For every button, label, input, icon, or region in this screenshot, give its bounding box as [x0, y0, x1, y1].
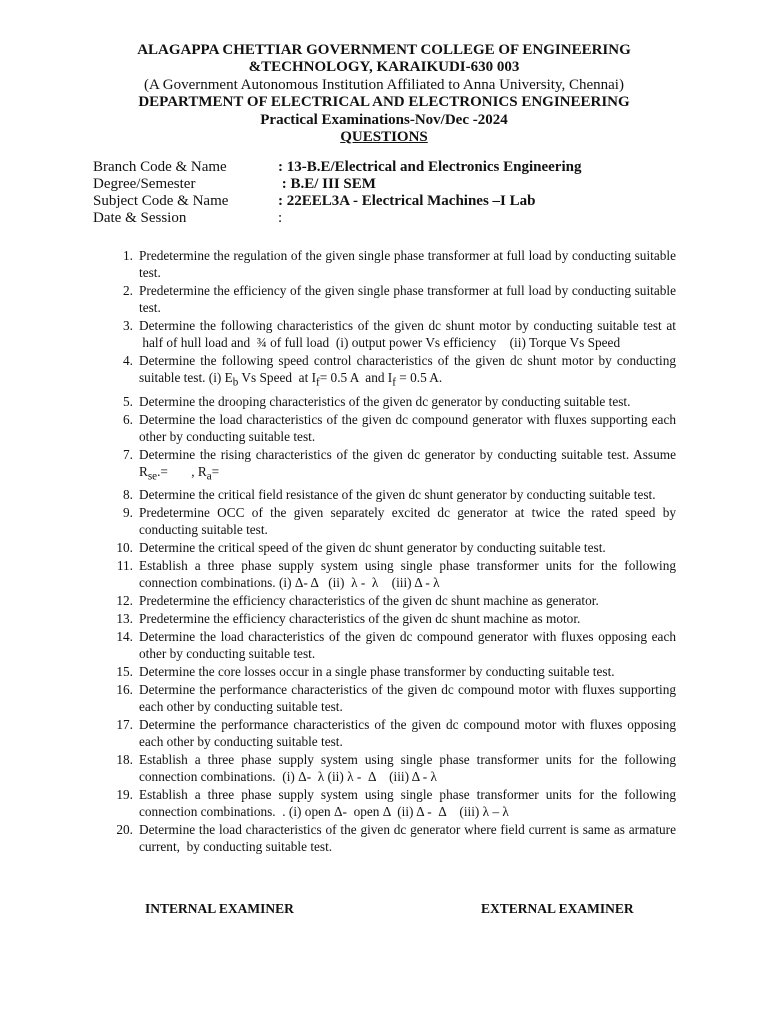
question-number: 13.	[116, 611, 133, 627]
meta-value: : 13-B.E/Electrical and Electronics Engineering	[278, 159, 582, 175]
question-item	[108, 393, 676, 410]
meta-value: : B.E/ III SEM	[278, 176, 376, 192]
meta-row-date	[93, 210, 581, 227]
meta-row-subject	[93, 193, 581, 210]
meta-label: Branch Code & Name	[93, 159, 227, 175]
question-item	[108, 247, 676, 281]
department-name: DEPARTMENT OF ELECTRICAL AND ELECTRONICS ENGINEERING	[138, 94, 630, 111]
meta-value: : 22EEL3A - Electrical Machines –I Lab	[278, 193, 536, 209]
question-number: 12.	[116, 593, 133, 609]
question-item	[108, 751, 676, 785]
question-text: Determine the rising characteristics of the given dc generator by conducting suitable test. Assume $R_{se}.=$ , $R_a=$	[139, 446, 676, 483]
question-number: 9.	[123, 505, 133, 521]
question-item	[108, 610, 676, 627]
question-text: Predetermine the efficiency characteristics of the given dc shunt machine as generator.	[139, 593, 599, 609]
question-text: Determine the core losses occur in a single phase transformer by conducting suitable test.	[139, 664, 615, 680]
question-text: Determine the following speed control characteristics of the given dc shunt motor by conducting suitable test. (i) $E_b$ Vs Speed at $I_f= 0.5$ A and $I_f = 0.5$ A.	[139, 353, 676, 389]
question-text: Determine the drooping characteristics of the given dc generator by conducting suitable test.	[139, 393, 631, 409]
question-number: 20.	[116, 822, 133, 838]
college-name-line1: ALAGAPPA CHETTIAR GOVERNMENT COLLEGE OF ENGINEERING	[137, 42, 631, 58]
question-text: Determine the load characteristics of the given dc generator where field current is same as armature current, by conducting suitable test.	[139, 822, 676, 855]
question-number: 16.	[116, 682, 133, 698]
question-number: 1.	[123, 248, 133, 263]
question-text: Establish a three phase supply system using single phase transformer units for the following connection combinations. (i) Δ- λ (ii) λ - Δ (iii) Δ - λ	[139, 752, 676, 785]
exam-title: Practical Examinations-Nov/Dec -2024	[260, 111, 508, 128]
question-number: 15.	[116, 664, 133, 680]
meta-label: Date & Session	[93, 210, 187, 226]
question-item	[108, 352, 676, 392]
meta-label: Subject Code & Name	[93, 193, 229, 209]
question-text: Predetermine the regulation of the given single phase transformer at full load by conducting suitable test.	[139, 248, 676, 280]
question-item	[108, 486, 676, 503]
meta-label: Degree/Semester	[93, 176, 196, 192]
question-item	[108, 663, 676, 680]
question-number: 8.	[123, 487, 133, 503]
question-number: 5.	[123, 393, 133, 409]
meta-row-degree	[93, 176, 581, 193]
question-item	[108, 446, 676, 486]
question-item	[108, 411, 676, 445]
external-examiner-label: EXTERNAL EXAMINER	[481, 901, 634, 916]
question-item	[108, 539, 676, 556]
question-number: 7.	[123, 446, 133, 462]
question-item	[108, 317, 676, 351]
question-text: Determine the following characteristics of the given dc shunt motor by conducting suitable test at half of hull load and ¾ of full load (i) output power Vs efficiency (ii) Torque Vs Speed	[139, 318, 676, 350]
question-text: Determine the performance characteristics of the given dc compound motor with fluxes opposing each other by conducting suitable test.	[139, 717, 676, 750]
question-item	[108, 557, 676, 591]
question-text: Predetermine OCC of the given separately excited dc generator at twice the rated speed by conducting suitable test.	[139, 505, 676, 538]
question-text: Determine the critical speed of the given dc shunt generator by conducting suitable test.	[139, 540, 606, 556]
college-name-line2: &TECHNOLOGY, KARAIKUDI-630 003	[248, 59, 520, 76]
question-text: Predetermine the efficiency characteristics of the given dc shunt machine as motor.	[139, 611, 581, 627]
question-item	[108, 628, 676, 662]
question-item	[108, 592, 676, 609]
document-header	[60, 42, 708, 146]
questions-heading: QUESTIONS	[340, 129, 428, 146]
meta-value: :	[278, 210, 283, 226]
question-text: Determine the load characteristics of the given dc compound generator with fluxes opposing each other by conducting suitable test.	[139, 629, 676, 662]
question-number: 2.	[123, 283, 133, 298]
affiliation-line: (A Government Autonomous Institution Affiliated to Anna University, Chennai)	[144, 76, 624, 93]
question-item	[108, 786, 676, 820]
internal-examiner-label: INTERNAL EXAMINER	[145, 901, 294, 916]
question-item	[108, 504, 676, 538]
meta-row-branch	[93, 159, 581, 176]
exam-details	[93, 159, 581, 227]
question-number: 19.	[116, 787, 133, 803]
question-number: 4.	[123, 353, 133, 368]
question-item	[108, 716, 676, 750]
question-number: 3.	[123, 318, 133, 333]
question-number: 18.	[116, 752, 133, 768]
question-text: Establish a three phase supply system using single phase transformer units for the following connection combinations. . (i) open Δ- open Δ (ii) Δ - Δ (iii) λ – λ	[139, 787, 676, 820]
question-number: 11.	[116, 558, 133, 574]
question-text: Establish a three phase supply system using single phase transformer units for the following connection combinations. (i) Δ- Δ (ii) λ - λ (iii) Δ - λ	[139, 558, 676, 591]
question-number: 6.	[123, 411, 133, 427]
question-number: 17.	[116, 717, 133, 733]
questions-list	[108, 247, 676, 856]
question-text: Determine the load characteristics of the given dc compound generator with fluxes supporting each other by conducting suitable test.	[139, 411, 676, 444]
question-item	[108, 681, 676, 715]
question-text: Determine the performance characteristics of the given dc compound motor with fluxes supporting each other by conducting suitable test.	[139, 682, 676, 715]
question-item	[108, 282, 676, 316]
question-text: Predetermine the efficiency of the given single phase transformer at full load by conducting suitable test.	[139, 283, 676, 315]
question-text: Determine the critical field resistance of the given dc shunt generator by conducting suitable test.	[139, 487, 656, 503]
question-number: 14.	[116, 629, 133, 645]
question-number: 10.	[116, 540, 133, 556]
question-item	[108, 821, 676, 855]
